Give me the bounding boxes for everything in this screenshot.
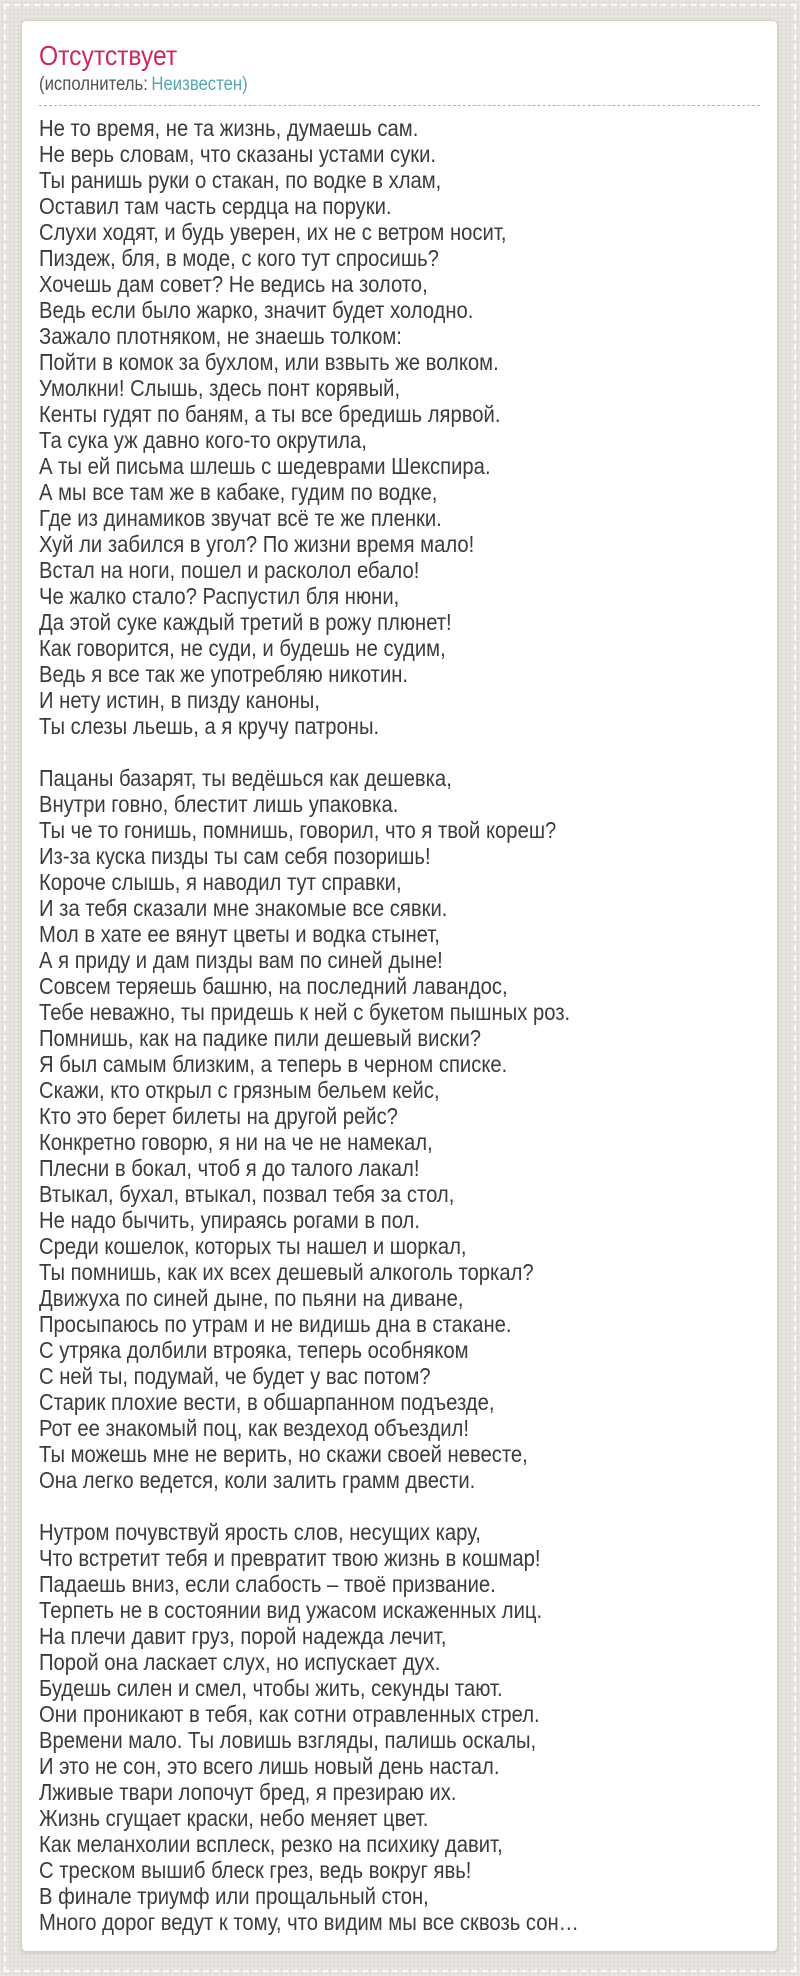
lyrics-line: Пацаны базарят, ты ведёшься как дешевка, — [39, 765, 452, 791]
lyrics-line: Старик плохие вести, в обшарпанном подъезде, — [39, 1389, 495, 1415]
performer-row — [39, 73, 673, 96]
page-title: Отсутствует — [39, 40, 178, 71]
lyrics-line: В финале триумф или прощальный стон, — [39, 1883, 429, 1909]
lyrics-line: Как меланхолии всплеск, резко на психику давит, — [39, 1831, 503, 1857]
content-panel — [21, 20, 778, 1952]
lyrics-stanza — [39, 1519, 673, 1935]
performer-link[interactable]: Неизвестен — [151, 74, 243, 95]
lyrics-line: Ты че то гонишь, помнишь, говорил, что я твой кореш? — [39, 817, 557, 843]
lyrics-line: Движуха по синей дыне, по пьяни на диване, — [39, 1285, 464, 1311]
lyrics-line: И это не сон, это всего лишь новый день настал. — [39, 1753, 500, 1779]
lyrics-line: Короче слышь, я наводил тут справки, — [39, 869, 402, 895]
lyrics-line: Ты слезы льешь, а я кручу патроны. — [39, 713, 380, 739]
lyrics-line: Кенты гудят по баням, а ты все бредишь лярвой. — [39, 401, 501, 427]
lyrics-line: Терпеть не в состоянии вид ужасом искаженных лиц. — [39, 1597, 543, 1623]
lyrics-line: Умолкни! Слышь, здесь понт корявый, — [39, 375, 401, 401]
lyrics-line: Зажало плотняком, не знаешь толком: — [39, 323, 402, 349]
lyrics-line: И за тебя сказали мне знакомые все сявки. — [39, 895, 448, 921]
lyrics-line: Да этой суке каждый третий в рожу плюнет! — [39, 609, 452, 635]
lyrics-line: Кто это берет билеты на другой рейс? — [39, 1103, 398, 1129]
lyrics-line: Будешь силен и смел, чтобы жить, секунды тают. — [39, 1675, 503, 1701]
lyrics-line: Че жалко стало? Распустил бля нюни, — [39, 583, 400, 609]
lyrics-stanza — [39, 115, 673, 739]
lyrics-line: Ты помнишь, как их всех дешевый алкоголь торкал? — [39, 1259, 534, 1285]
lyrics-line: Из-за куска пизды ты сам себя позоришь! — [39, 843, 431, 869]
lyrics-text — [39, 115, 673, 1935]
lyrics-line: Тебе неважно, ты придешь к ней с букетом пышных роз. — [39, 999, 571, 1025]
lyrics-line: Что встретит тебя и превратит твою жизнь в кошмар! — [39, 1545, 541, 1571]
lyrics-line: Падаешь вниз, если слабость – твоё призвание. — [39, 1571, 496, 1597]
performer-label: (исполнитель: — [39, 74, 148, 95]
lyrics-line: Времени мало. Ты ловишь взгляды, палишь оскалы, — [39, 1727, 537, 1753]
lyrics-line: А ты ей письма шлешь с шедеврами Шекспира. — [39, 453, 491, 479]
lyrics-line: Она легко ведется, коли залить грамм двести. — [39, 1467, 476, 1493]
lyrics-stanza — [39, 765, 673, 1493]
lyrics-line: Рот ее знакомый поц, как вездеход объездил! — [39, 1415, 469, 1441]
lyrics-line: Оставил там часть сердца на поруки. — [39, 193, 392, 219]
lyrics-line: Конкретно говорю, я ни на че не намекал, — [39, 1129, 433, 1155]
lyrics-line: С утряка долбили втрояка, теперь особняком — [39, 1337, 469, 1363]
lyrics-line: На плечи давит груз, порой надежда лечит, — [39, 1623, 447, 1649]
lyrics-line: Много дорог ведут к тому, что видим мы все сквозь сон… — [39, 1909, 579, 1935]
lyrics-line: Ведь если было жарко, значит будет холодно. — [39, 297, 474, 323]
lyrics-line: Та сука уж давно кого-то окрутила, — [39, 427, 367, 453]
lyrics-line: Совсем теряешь башню, на последний лавандос, — [39, 973, 508, 999]
lyrics-line: Не надо бычить, упираясь рогами в пол. — [39, 1207, 420, 1233]
dashed-separator — [39, 105, 760, 106]
lyrics-line: Ведь я все так же употребляю никотин. — [39, 661, 409, 687]
lyrics-line: А мы все там же в кабаке, гудим по водке, — [39, 479, 438, 505]
lyrics-line: Как говорится, не суди, и будешь не судим, — [39, 635, 446, 661]
lyrics-line: Ты можешь мне не верить, но скажи своей невесте, — [39, 1441, 528, 1467]
lyrics-line: Они проникают в тебя, как сотни отравленных стрел. — [39, 1701, 540, 1727]
lyrics-line: Ты ранишь руки о стакан, по водке в хлам, — [39, 167, 442, 193]
lyrics-line: Жизнь сгущает краски, небо меняет цвет. — [39, 1805, 429, 1831]
lyrics-line: Скажи, кто открыл с грязным бельем кейс, — [39, 1077, 440, 1103]
lyrics-line: Плесни в бокал, чтоб я до талого лакал! — [39, 1155, 420, 1181]
lyrics-line: Лживые твари лопочут бред, я презираю их. — [39, 1779, 457, 1805]
lyrics-line: Мол в хате ее вянут цветы и водка стынет, — [39, 921, 440, 947]
lyrics-line: Втыкал, бухал, втыкал, позвал тебя за стол, — [39, 1181, 455, 1207]
lyrics-line: Я был самым близким, а теперь в черном списке. — [39, 1051, 508, 1077]
lyrics-line: Нутром почувствуй ярость слов, несущих кару, — [39, 1519, 481, 1545]
lyrics-line: Хуй ли забился в угол? По жизни время мало! — [39, 531, 475, 557]
lyrics-line: Не верь словам, что сказаны устами суки. — [39, 141, 437, 167]
lyrics-line: Не то время, не та жизнь, думаешь сам. — [39, 115, 419, 141]
lyrics-line: Хочешь дам совет? Не ведись на золото, — [39, 271, 428, 297]
lyrics-line: Пиздеж, бля, в моде, с кого тут спросишь? — [39, 245, 439, 271]
lyrics-line: Среди кошелок, которых ты нашел и шоркал, — [39, 1233, 467, 1259]
performer-link-paren: ) — [242, 74, 248, 95]
lyrics-line: Пойти в комок за бухлом, или взвыть же волком. — [39, 349, 499, 375]
lyrics-line: Встал на ноги, пошел и расколол ебало! — [39, 557, 420, 583]
lyrics-line: Слухи ходят, и будь уверен, их не с ветром носит, — [39, 219, 507, 245]
lyrics-line: Внутри говно, блестит лишь упаковка. — [39, 791, 399, 817]
lyrics-line: Просыпаюсь по утрам и не видишь дна в стакане. — [39, 1311, 512, 1337]
lyrics-line: С треском вышиб блеск грез, ведь вокруг явь! — [39, 1857, 472, 1883]
lyrics-line: Порой она ласкает слух, но испускает дух. — [39, 1649, 441, 1675]
lyrics-line: Где из динамиков звучат всё те же пленки. — [39, 505, 442, 531]
lyrics-line: А я приду и дам пизды вам по синей дыне! — [39, 947, 443, 973]
lyrics-line: И нету истин, в пизду каноны, — [39, 687, 320, 713]
lyrics-line: С ней ты, подумай, че будет у вас потом? — [39, 1363, 431, 1389]
lyrics-line: Помнишь, как на падике пили дешевый виски? — [39, 1025, 482, 1051]
